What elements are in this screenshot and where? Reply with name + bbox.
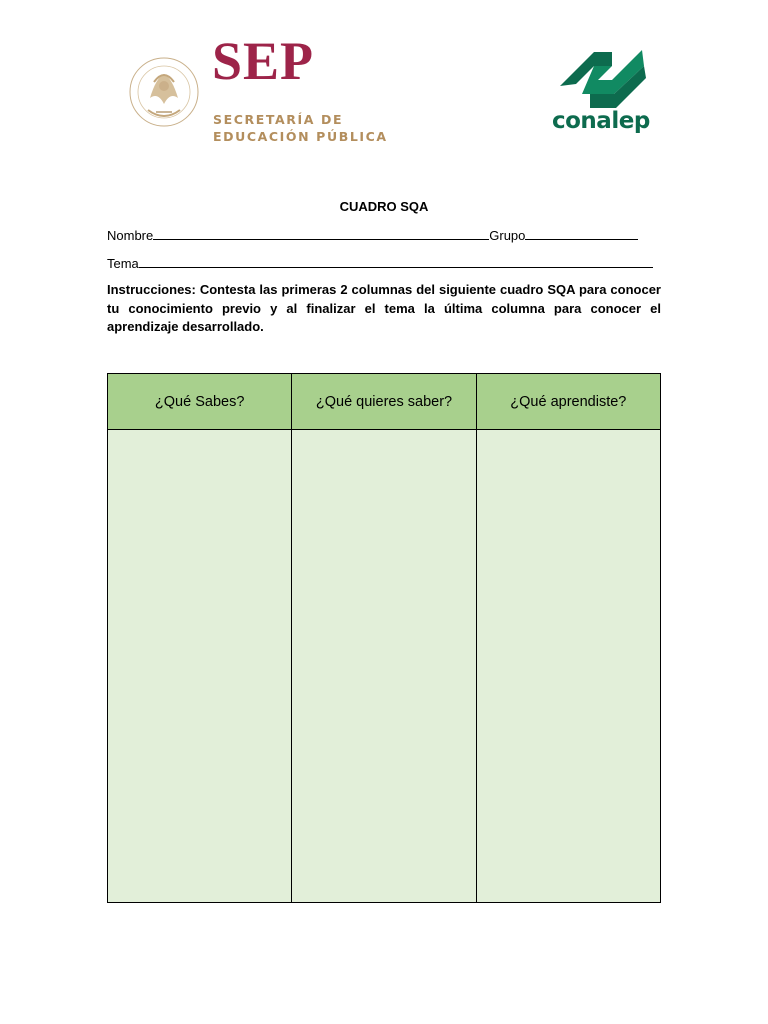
- grupo-blank[interactable]: [525, 227, 638, 240]
- nombre-label: Nombre: [107, 228, 154, 243]
- conalep-emblem-icon: [554, 48, 648, 112]
- sep-wordmark: SEP: [212, 31, 315, 91]
- tema-line: [107, 255, 653, 271]
- conalep-wordmark: conalep: [552, 108, 650, 134]
- sqa-table: [107, 373, 661, 903]
- sep-subtitle-line2: EDUCACIÓN PÚBLICA: [213, 129, 388, 144]
- nombre-grupo-line: [107, 227, 638, 243]
- grupo-label: Grupo: [489, 228, 526, 243]
- document-title: CUADRO SQA: [339, 199, 429, 214]
- sep-subtitle: [213, 111, 388, 145]
- answer-cell-que-sabes[interactable]: [108, 430, 292, 903]
- instructions-paragraph: Instrucciones: Contesta las primeras 2 columnas del siguiente cuadro SQA para conocer tu conocimiento previo y al finalizar el tema la última columna para conocer el aprendizaje desarrollado.: [107, 282, 661, 334]
- tema-blank[interactable]: [139, 255, 653, 268]
- tema-label: Tema: [107, 256, 139, 271]
- sqa-body-row: [108, 430, 661, 903]
- nombre-blank[interactable]: [153, 227, 489, 240]
- answer-cell-que-quieres-saber[interactable]: [292, 430, 476, 903]
- answer-cell-que-aprendiste[interactable]: [476, 430, 660, 903]
- sep-logo: [126, 31, 388, 144]
- column-header-que-aprendiste: ¿Qué aprendiste?: [476, 374, 660, 430]
- sqa-header-row: [108, 374, 661, 430]
- conalep-logo: [552, 48, 652, 144]
- sep-subtitle-line1: SECRETARÍA DE: [213, 112, 344, 127]
- column-header-que-quieres-saber: ¿Qué quieres saber?: [292, 374, 476, 430]
- national-seal-icon: [126, 42, 202, 142]
- column-header-que-sabes: ¿Qué Sabes?: [108, 374, 292, 430]
